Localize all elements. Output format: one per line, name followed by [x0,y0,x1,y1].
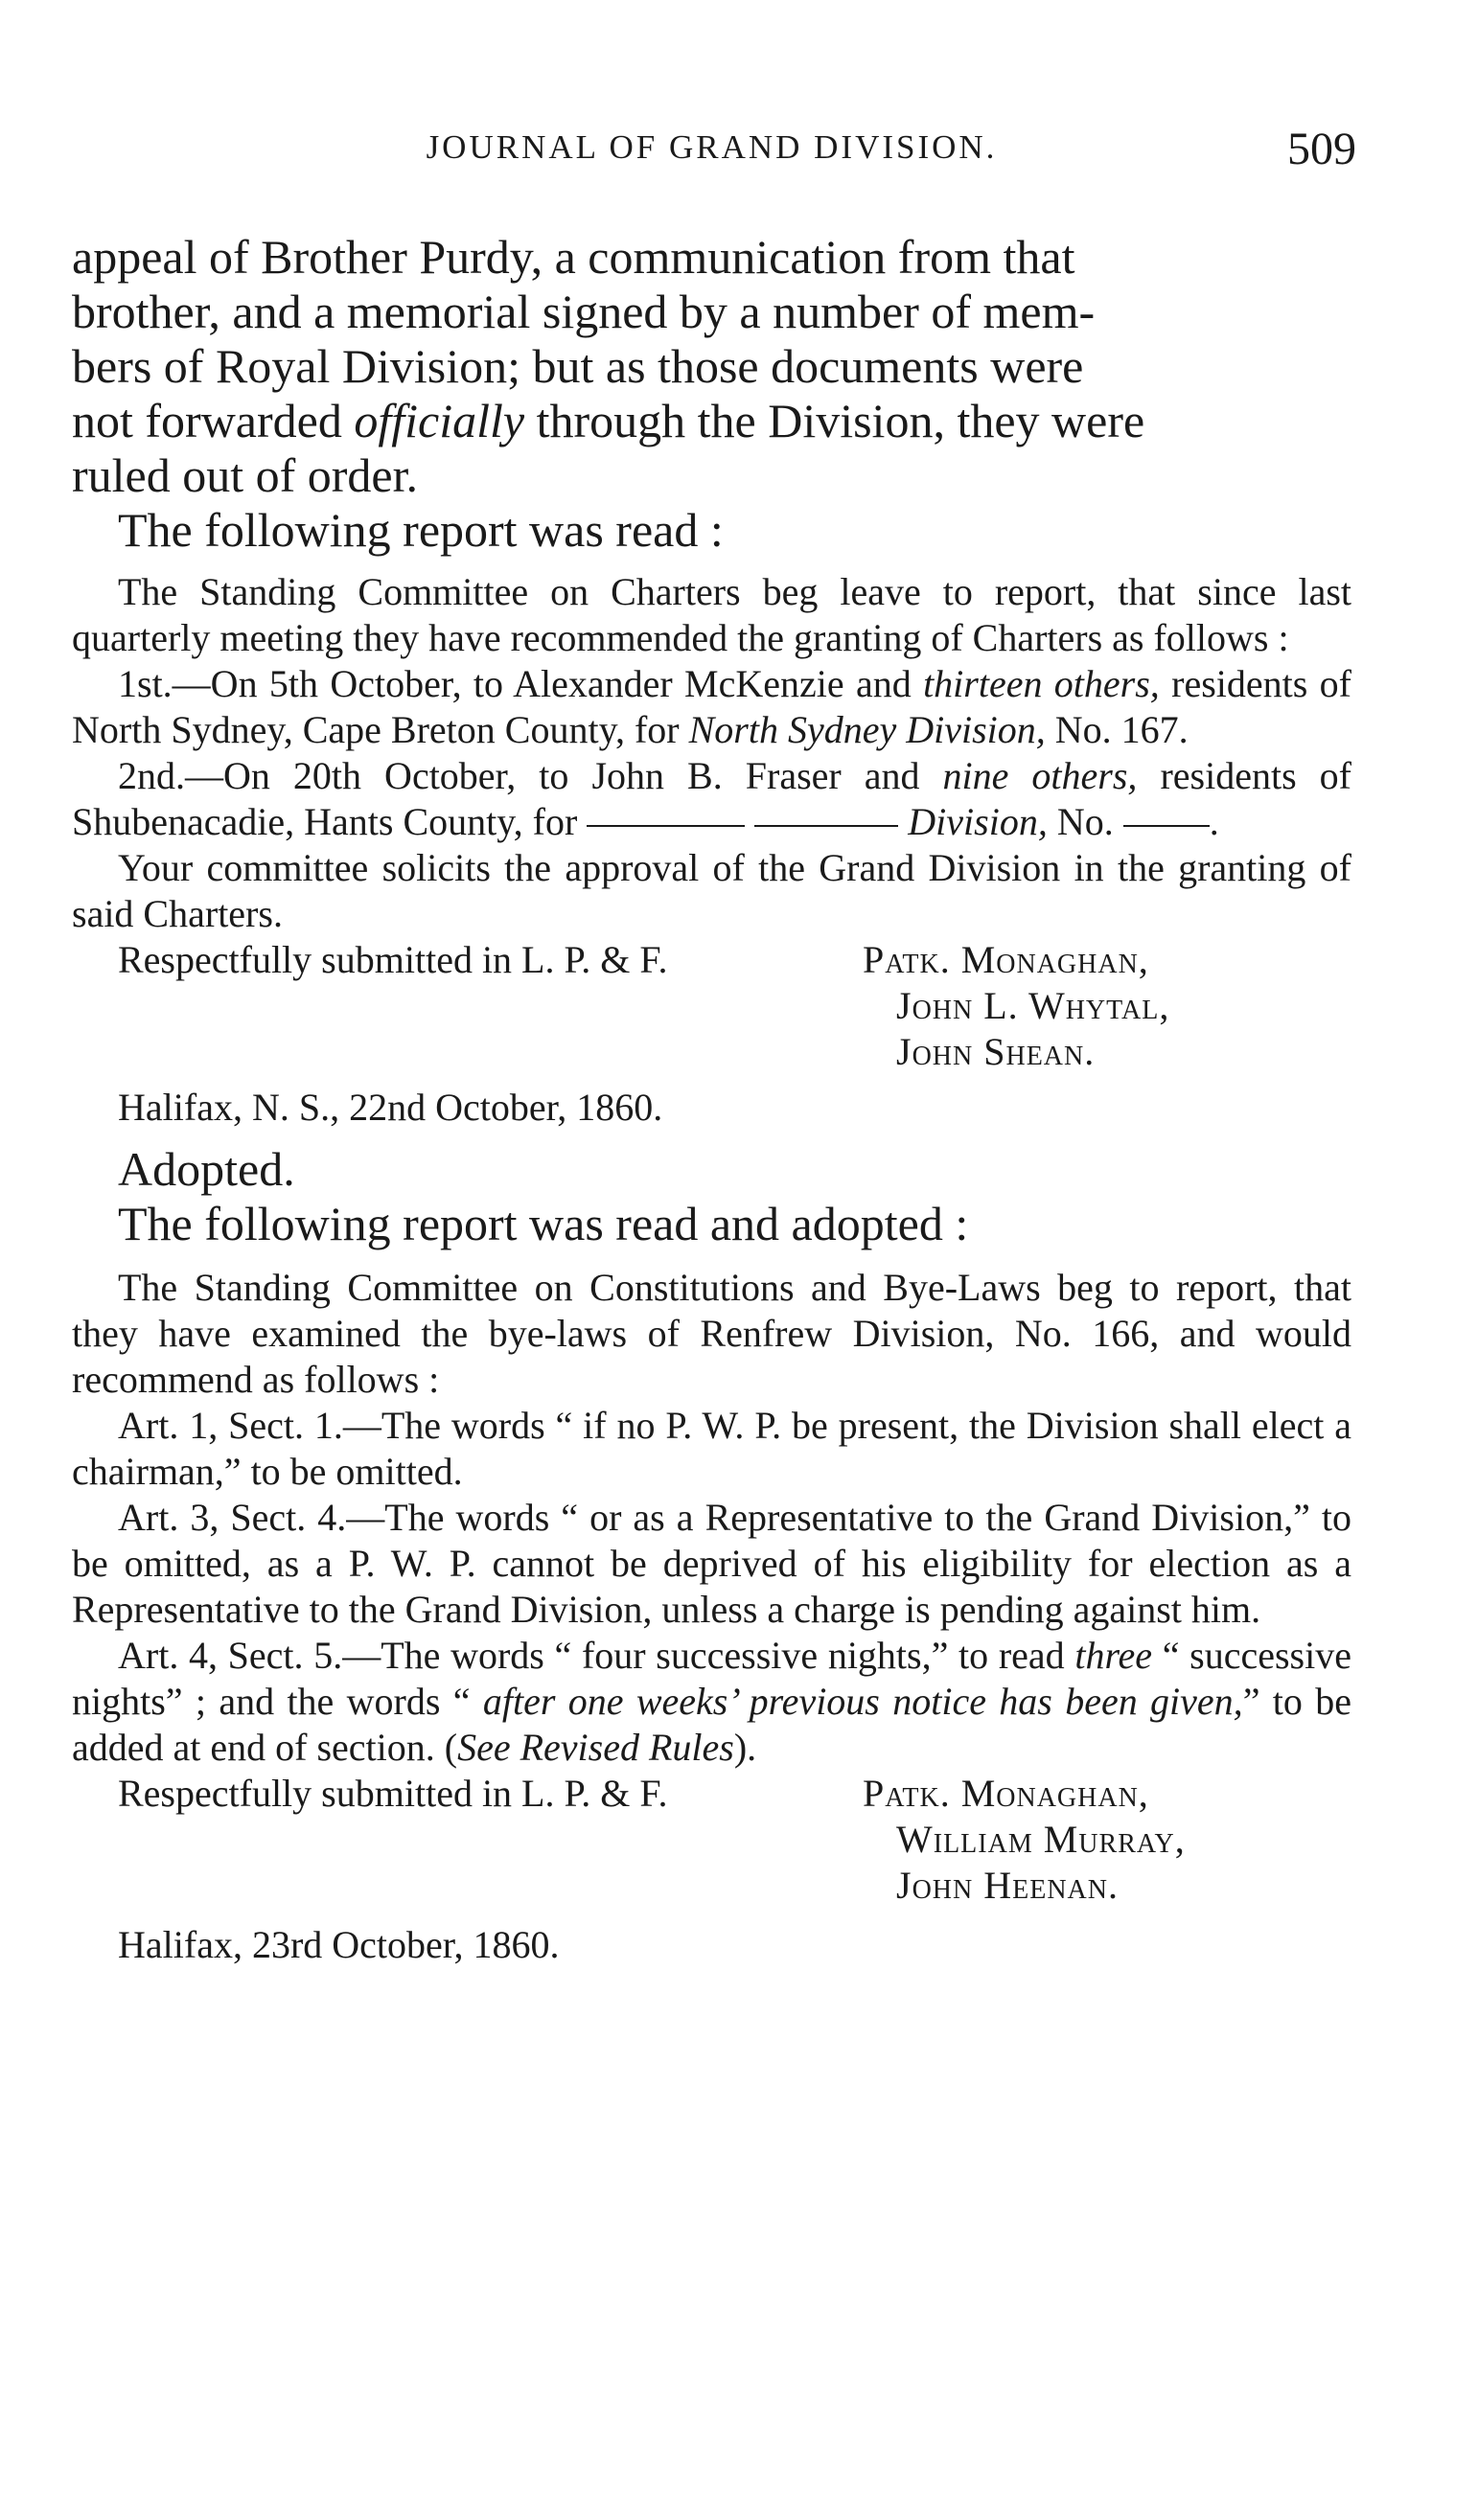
intro-line: bers of Royal Division; but as those documents were [72,339,1084,393]
intro-text: not forwarded [72,394,355,447]
intro-line: appeal of Brother Purdy, a communication from that [72,230,1075,284]
charter-text: 2nd.—On 20th October, to John B. Fraser and [118,754,943,797]
report1-heading: The following report was read : [118,503,724,557]
report2 [72,1265,1351,1968]
signer: Patk. Monaghan, [863,938,1149,981]
charter-italic: nine others, [942,754,1138,797]
running-title: JOURNAL OF GRAND DIVISION. [426,128,998,166]
adopted-line: Adopted. [118,1142,295,1196]
charter-italic: North Sydney Division, [688,708,1046,751]
charter-italic: Division, [908,800,1048,843]
report1-date: Halifax, N. S., 22nd October, 1860. [118,1086,663,1129]
report2-signature [72,1771,1351,1817]
art-italic: after one weeks’ previous notice has been given, [470,1680,1243,1723]
intro-text: through the Division, they were [524,394,1145,447]
art-italic: See Revised Rules [457,1726,734,1769]
submitted-line: Respectfully submitted in L. P. & F. [118,938,668,981]
art-text: ” to be added at end of section. ( [72,1680,1351,1769]
signer: William Murray, [896,1818,1186,1861]
art-text: ). [733,1726,757,1769]
report2-intro: The Standing Committee on Constitutions and Bye-Laws beg to report, that they have examined the bye-laws of Renfrew Division, No. 166, and would recommend as follows : [72,1266,1351,1401]
report2-art1: Art. 1, Sect. 1.—The words “ if no P. W. P. be present, the Division shall elect a chairman,” to be omitted. [72,1404,1351,1493]
report1-signature [72,937,1351,983]
report2-date: Halifax, 23rd October, 1860. [118,1923,560,1966]
page-body [72,230,1351,1968]
report1-second-charter: 2nd.—On 20th October, to John B. Fraser and nine others, residents of Shubenacadie, Hants County, for Division, No. . [72,754,1351,843]
intro-paragraph [72,230,1351,558]
charter-italic: thirteen others, [923,662,1160,705]
intro-italic: officially [354,394,525,447]
report1-intro: The Standing Committee on Charters beg leave to report, that since last quarterly meeting they have recommended the granting of Charters as follows : [72,570,1351,659]
signer: John Shean. [896,1030,1096,1073]
art-text: Art. 4, Sect. 5.—The words “ four successive nights,” to read [118,1634,1075,1677]
signer: John L. Whytal, [896,984,1170,1027]
blank-line [587,825,745,827]
charter-text: residents of North Sydney, Cape Breton County, for [72,662,1351,751]
report2-art4 [72,1633,1351,1771]
signer: John Heenan. [896,1864,1119,1907]
blank-line [1123,825,1210,827]
report2-heading: The following report was read and adopted : [118,1197,969,1250]
intro-line: ruled out of order. [72,448,419,502]
intro-line [72,394,1351,448]
report1 [72,569,1351,1131]
blank-line [754,825,898,827]
intro-line: brother, and a memorial signed by a number of mem- [72,285,1096,338]
charter-text: No. 167. [1045,708,1189,751]
charter-text: residents of Shubenacadie, Hants County, for [72,754,1351,843]
page-header [67,123,1356,180]
charter-text: No. [1047,800,1114,843]
art-text: “ successive nights” ; and the words “ [72,1634,1351,1723]
submitted-line: Respectfully submitted in L. P. & F. [118,1772,668,1815]
report1-approval: Your committee solicits the approval of the Grand Division in the granting of said Charters. [72,846,1351,935]
report2-art3: Art. 3, Sect. 4.—The words “ or as a Representative to the Grand Division,” to be omitted, as a P. W. P. cannot be deprived of his eligibility for election as a Representative to the Grand Division, unless a charge is pending against him. [72,1496,1351,1631]
signer: Patk. Monaghan, [863,1772,1149,1815]
charter-text: 1st.—On 5th October, to Alexander McKenzie and [118,662,924,705]
report1-outcome [72,1142,1351,1251]
art-italic: three [1074,1634,1153,1677]
report1-first-charter [72,661,1351,753]
page-number: 509 [1287,124,1356,174]
